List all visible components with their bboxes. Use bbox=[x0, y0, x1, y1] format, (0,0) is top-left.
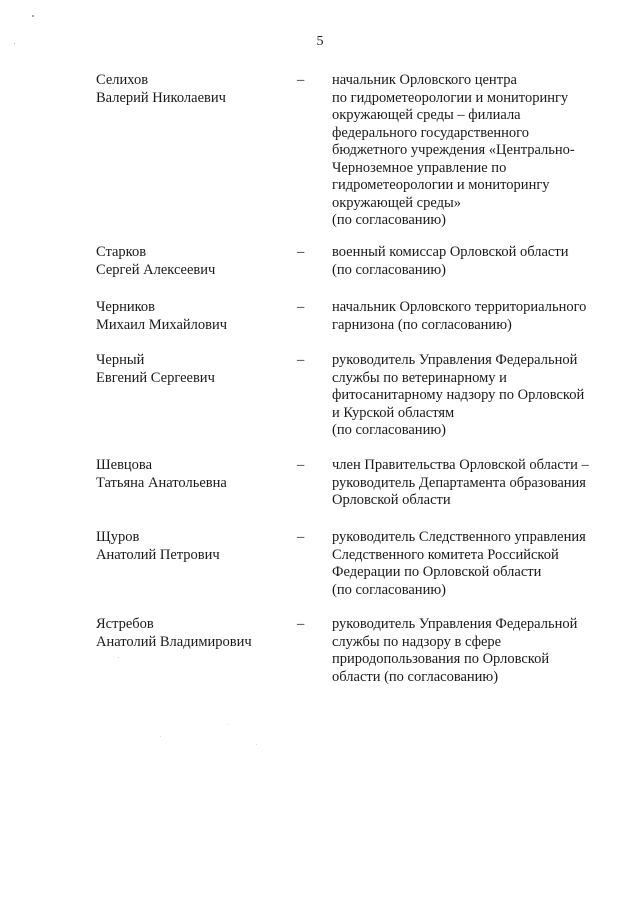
member-name bbox=[96, 616, 286, 651]
position-line: начальник Орловского центра bbox=[332, 72, 517, 88]
member-given-name: Анатолий Владимирович bbox=[96, 633, 252, 650]
position-line: природопользования по Орловской bbox=[332, 651, 550, 667]
member-surname: Ястребов bbox=[96, 616, 154, 632]
member-given-name: Валерий Николаевич bbox=[96, 89, 226, 106]
member-position bbox=[332, 72, 606, 230]
position-line: Федерации по Орловской области bbox=[332, 564, 542, 580]
position-line: службы по надзору в сфере bbox=[332, 633, 502, 650]
position-line: (по согласованию) bbox=[332, 212, 446, 228]
position-line: фитосанитарному надзору по Орловской bbox=[332, 387, 585, 403]
position-line: военный комиссар Орловской области bbox=[332, 244, 569, 260]
dash-separator: – bbox=[297, 457, 305, 473]
position-line: (по согласованию) bbox=[332, 422, 446, 438]
member-surname: Старков bbox=[96, 244, 147, 260]
member-name bbox=[96, 529, 286, 564]
position-line: Следственного комитета Российской bbox=[332, 546, 559, 563]
position-line: руководитель Департамента образования bbox=[332, 474, 586, 491]
scan-speck bbox=[32, 15, 34, 17]
dash-separator: – bbox=[297, 244, 305, 260]
member-given-name: Анатолий Петрович bbox=[96, 546, 220, 563]
position-line: Орловской области bbox=[332, 492, 451, 508]
position-line: бюджетного учреждения «Центрально- bbox=[332, 142, 575, 158]
member-entry bbox=[96, 244, 606, 299]
member-given-name: Евгений Сергеевич bbox=[96, 369, 215, 386]
member-name bbox=[96, 352, 286, 387]
member-surname: Селихов bbox=[96, 72, 149, 88]
position-line: руководитель Управления Федеральной bbox=[332, 616, 578, 632]
member-entry bbox=[96, 352, 606, 457]
dash-separator: – bbox=[297, 299, 305, 315]
member-name bbox=[96, 299, 286, 334]
member-given-name: Татьяна Анатольевна bbox=[96, 474, 227, 491]
position-line: руководитель Управления Федеральной bbox=[332, 352, 578, 368]
dash-separator: – bbox=[297, 352, 305, 368]
member-position bbox=[332, 244, 606, 279]
member-entry bbox=[96, 529, 606, 616]
position-line: и Курской областям bbox=[332, 404, 455, 421]
position-line: службы по ветеринарному и bbox=[332, 369, 507, 386]
member-list bbox=[96, 72, 606, 688]
dash-separator: – bbox=[297, 72, 305, 88]
member-given-name: Сергей Алексеевич bbox=[96, 261, 216, 278]
position-line: по гидрометеорологии и мониторингу bbox=[332, 89, 569, 106]
member-entry bbox=[96, 616, 606, 688]
position-line: окружающей среды» bbox=[332, 194, 461, 211]
member-name bbox=[96, 457, 286, 492]
member-entry bbox=[96, 299, 606, 352]
member-given-name: Михаил Михайлович bbox=[96, 316, 228, 333]
position-line: член Правительства Орловской области – bbox=[332, 457, 589, 473]
position-line: гарнизона (по согласованию) bbox=[332, 316, 512, 333]
position-line: области (по согласованию) bbox=[332, 668, 499, 685]
position-line: Черноземное управление по bbox=[332, 159, 507, 176]
page-number: 5 bbox=[316, 34, 324, 49]
scan-speck bbox=[118, 657, 119, 658]
scan-speck bbox=[256, 744, 257, 745]
dash-separator: – bbox=[297, 616, 305, 632]
position-line: гидрометеорологии и мониторингу bbox=[332, 177, 550, 193]
member-entry bbox=[96, 457, 606, 529]
scan-speck bbox=[228, 724, 229, 725]
member-entry bbox=[96, 72, 606, 244]
position-line: (по согласованию) bbox=[332, 581, 446, 598]
position-line: (по согласованию) bbox=[332, 261, 446, 278]
scan-speck bbox=[160, 736, 161, 737]
member-surname: Шевцова bbox=[96, 457, 153, 473]
position-line: окружающей среды – филиала bbox=[332, 107, 521, 123]
member-position bbox=[332, 299, 606, 334]
member-surname: Щуров bbox=[96, 529, 140, 545]
position-line: руководитель Следственного управления bbox=[332, 529, 586, 545]
member-surname: Черный bbox=[96, 352, 145, 368]
member-position bbox=[332, 616, 606, 686]
member-name bbox=[96, 244, 286, 279]
member-position bbox=[332, 352, 606, 440]
dash-separator: – bbox=[297, 529, 305, 545]
position-line: федерального государственного bbox=[332, 124, 530, 141]
member-position bbox=[332, 457, 606, 510]
position-line: начальник Орловского территориального bbox=[332, 299, 587, 315]
scan-speck bbox=[14, 43, 15, 44]
member-name bbox=[96, 72, 286, 107]
member-position bbox=[332, 529, 606, 599]
member-surname: Черников bbox=[96, 299, 156, 315]
